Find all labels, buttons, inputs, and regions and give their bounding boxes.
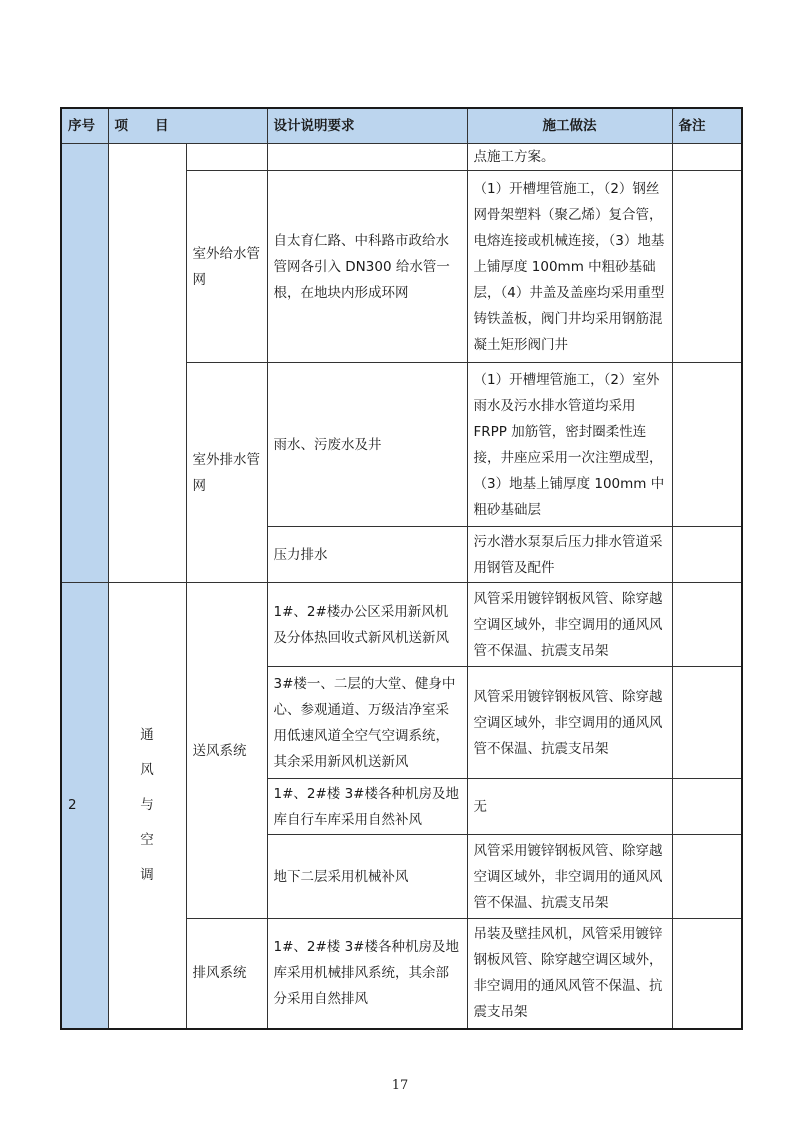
category-cell-continued [108,144,186,583]
category-cell [108,583,186,1029]
table-row [61,144,742,171]
category-char: 风 [140,761,154,778]
header-design: 设计说明要求 [267,108,467,144]
method-water-supply: （1）开槽埋管施工，（2）钢丝网骨架塑料（聚乙烯）复合管，电熔连接或机械连接，（3）地基上铺厚度 100mm 中粗砂基础层，（4）井盖及盖座均采用重型铸铁盖板，阀门井均采用钢筋混凝土矩形阀门井 [467,171,672,363]
remark-cell [672,363,742,527]
design-supply-4: 地下二层采用机械补风 [267,835,467,919]
category-char: 调 [140,866,154,883]
method-supply-4: 风管采用镀锌钢板风管、除穿越空调区域外，非空调用的通风风管不保温、抗震支吊架 [467,835,672,919]
category-char: 空 [140,831,154,848]
header-seq: 序号 [61,108,108,144]
remark-cell [672,583,742,667]
page-number: 17 [391,1078,409,1093]
subitem-supply-air: 送风系统 [186,583,267,919]
design-drainage-2: 压力排水 [267,527,467,583]
remark-cell [672,144,742,171]
category-char: 通 [140,726,154,743]
method-supply-3: 无 [467,779,672,835]
method-supply-1: 风管采用镀锌钢板风管、除穿越空调区域外，非空调用的通风风管不保温、抗震支吊架 [467,583,672,667]
method-cell: 点施工方案。 [467,144,672,171]
header-remark: 备注 [672,108,742,144]
design-water-supply: 自太育仁路、中科路市政给水管网各引入 DN300 给水管一根，在地块内形成环网 [267,171,467,363]
remark-cell [672,527,742,583]
subitem-drainage: 室外排水管网 [186,363,267,583]
method-exhaust: 吊装及壁挂风机，风管采用镀锌钢板风管、除穿越空调区域外，非空调用的通风风管不保温、抗震支吊架 [467,919,672,1029]
header-item: 项 目 [108,108,267,144]
subitem-exhaust: 排风系统 [186,919,267,1029]
remark-cell [672,667,742,779]
category-char: 与 [140,796,154,813]
design-drainage-1: 雨水、污废水及井 [267,363,467,527]
subitem-water-supply: 室外给水管网 [186,171,267,363]
category-vertical-text [140,718,154,893]
design-cell [267,144,467,171]
remark-cell [672,835,742,919]
design-supply-1: 1#、2#楼办公区采用新风机及分体热回收式新风机送新风 [267,583,467,667]
remark-cell [672,919,742,1029]
header-row [61,108,742,144]
method-drainage-2: 污水潜水泵泵后压力排水管道采用钢管及配件 [467,527,672,583]
remark-cell [672,779,742,835]
method-drainage-1: （1）开槽埋管施工，（2）室外雨水及污水排水管道均采用 FRPP 加筋管，密封圈柔性连接，井座应采用一次注塑成型，（3）地基上铺厚度 100mm 中粗砂基础层 [467,363,672,527]
seq-cell-continued [61,144,108,583]
seq-cell: 2 [61,583,108,1029]
design-supply-3: 1#、2#楼 3#楼各种机房及地库自行车库采用自然补风 [267,779,467,835]
table-row [61,583,742,667]
remark-cell [672,171,742,363]
spec-table [60,107,743,1030]
design-supply-2: 3#楼一、二层的大堂、健身中心、参观通道、万级洁净室采用低速风道全空气空调系统，其余采用新风机送新风 [267,667,467,779]
method-supply-2: 风管采用镀锌钢板风管、除穿越空调区域外，非空调用的通风风管不保温、抗震支吊架 [467,667,672,779]
subitem-cell [186,144,267,171]
design-exhaust: 1#、2#楼 3#楼各种机房及地库采用机械排风系统，其余部分采用自然排风 [267,919,467,1029]
header-construction: 施工做法 [467,108,672,144]
